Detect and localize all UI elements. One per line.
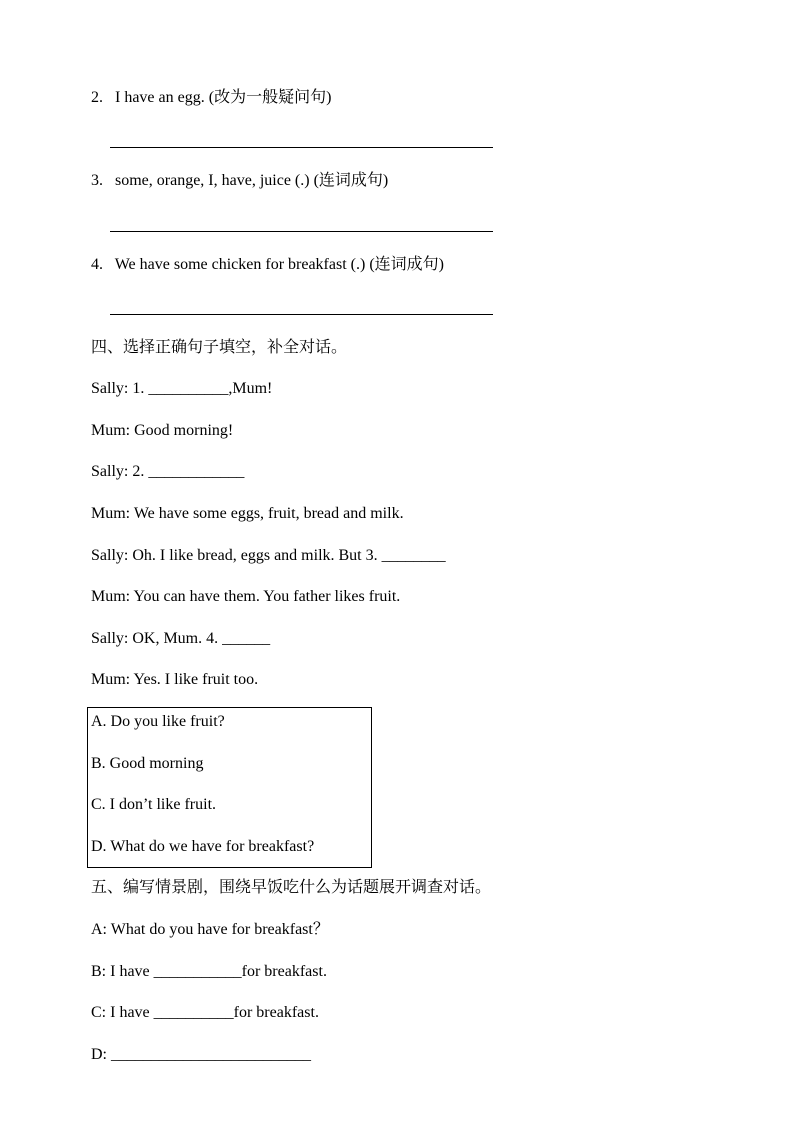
section-5-heading: 五、编写情景剧，围绕早饭吃什么为话题展开调查对话。 (91, 879, 492, 896)
dialogue-line: Mum: You can have them. You father likes fruit. (91, 588, 401, 605)
question-number: 3. (91, 172, 103, 189)
role-line-a: A: What do you have for breakfast？ (91, 921, 329, 938)
option-a: A. Do you like fruit? (91, 713, 225, 730)
question-number: 4. (91, 256, 103, 273)
dialogue-line: Sally: 1. __________,Mum! (91, 380, 273, 397)
answer-line[interactable] (110, 231, 493, 232)
section-4-heading: 四、选择正确句子填空，补全对话。 (91, 339, 348, 356)
answer-line[interactable] (110, 314, 493, 315)
question-3 (91, 171, 388, 191)
dialogue-line: Mum: Yes. I like fruit too. (91, 671, 259, 688)
option-d: D. What do we have for breakfast? (91, 838, 315, 855)
option-b: B. Good morning (91, 755, 204, 772)
dialogue-line: Sally: OK, Mum. 4. ______ (91, 630, 271, 647)
dialogue-line: Mum: Good morning! (91, 422, 234, 439)
dialogue-line: Sally: 2. ____________ (91, 463, 245, 480)
question-text: I have an egg. (改为一般疑问句) (115, 89, 332, 106)
role-line-b: B: I have ___________for breakfast. (91, 963, 327, 980)
role-line-d: D: _________________________ (91, 1046, 311, 1063)
dialogue-line: Sally: Oh. I like bread, eggs and milk. But 3. ________ (91, 547, 446, 564)
question-text: We have some chicken for breakfast (.) (连词成句) (114, 256, 444, 273)
role-line-c: C: I have __________for breakfast. (91, 1004, 319, 1021)
question-text: some, orange, I, have, juice (.) (连词成句) (115, 172, 389, 189)
dialogue-line: Mum: We have some eggs, fruit, bread and milk. (91, 505, 404, 522)
question-number: 2. (91, 89, 103, 106)
question-4 (91, 255, 444, 275)
option-c: C. I don’t like fruit. (91, 796, 217, 813)
question-2 (91, 88, 331, 108)
answer-line[interactable] (110, 147, 493, 148)
